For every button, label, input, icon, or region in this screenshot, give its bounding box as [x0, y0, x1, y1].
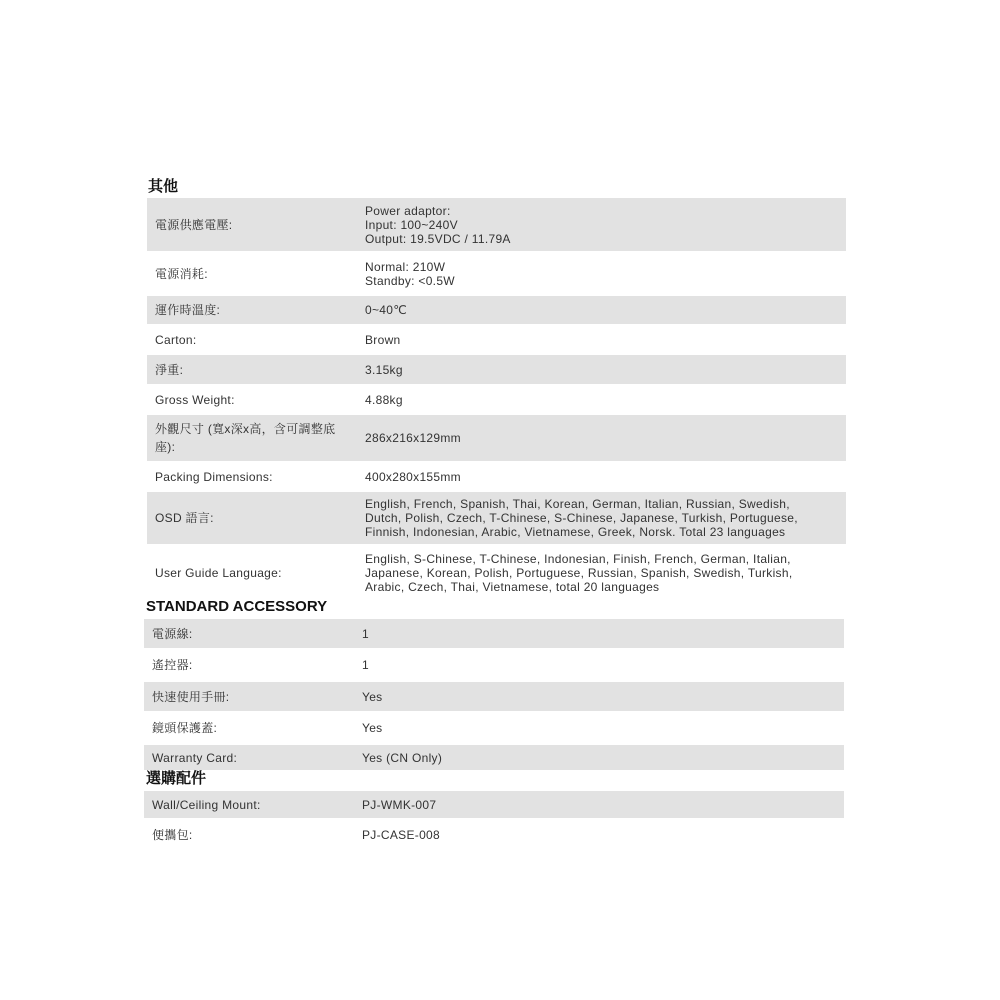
table-row: [147, 198, 846, 251]
table-row: [147, 296, 846, 324]
row-value: Brown: [365, 332, 401, 347]
row-label: 運作時溫度:: [147, 296, 359, 324]
section-title-standard-accessory: STANDARD ACCESSORY: [146, 598, 328, 615]
table-row: [144, 821, 844, 848]
row-label: 遙控器:: [152, 658, 193, 672]
row-label: 淨重:: [147, 355, 359, 384]
table-row: [147, 492, 846, 544]
row-label: Packing Dimensions:: [155, 469, 273, 484]
table-row: [144, 651, 844, 679]
value-line: Input: 100~240V: [365, 217, 458, 232]
row-value: PJ-WMK-007: [356, 791, 844, 818]
section-title-optional-accessory: 選購配件: [146, 769, 207, 787]
row-value: Yes (CN Only): [356, 745, 844, 770]
row-label: User Guide Language:: [155, 566, 282, 580]
row-label: 鏡頭保護蓋:: [152, 721, 218, 735]
row-label: 電源線:: [144, 619, 356, 648]
table-row: [144, 619, 844, 648]
value-line: Standby: <0.5W: [365, 273, 455, 288]
row-label: Wall/Ceiling Mount:: [144, 791, 356, 818]
row-value: [359, 254, 846, 293]
value-line: Power adaptor:: [365, 203, 451, 218]
table-row: [147, 254, 846, 293]
spec-table-other: [147, 195, 846, 602]
row-value: 1: [362, 658, 369, 672]
value-line: Output: 19.5VDC / 11.79A: [365, 231, 511, 246]
row-label: OSD 語言:: [147, 492, 359, 544]
row-label: 快速使用手冊:: [144, 682, 356, 711]
value-line: Dutch, Polish, Czech, T-Chinese, S-Chinese, Japanese, Turkish, Portuguese,: [365, 511, 798, 525]
row-value: [359, 198, 846, 251]
value-line: Japanese, Korean, Polish, Portuguese, Russian, Spanish, Swedish, Turkish,: [365, 566, 793, 580]
row-label: Carton:: [155, 332, 197, 347]
value-line: English, S-Chinese, T-Chinese, Indonesian, Finish, French, German, Italian,: [365, 552, 791, 566]
table-row: [144, 745, 844, 770]
table-row: [147, 387, 846, 412]
row-value: 1: [356, 619, 844, 648]
row-value: Yes: [362, 721, 383, 735]
table-row: [144, 714, 844, 742]
section-title-other: 其他: [148, 177, 179, 195]
row-value: Yes: [356, 682, 844, 711]
row-label: 電源消耗:: [155, 266, 208, 281]
row-value: [359, 492, 846, 544]
row-label: 便攜包:: [152, 827, 193, 842]
row-value: PJ-CASE-008: [362, 827, 440, 842]
table-row: [144, 791, 844, 818]
label-line: 座):: [155, 440, 176, 454]
row-value: 400x280x155mm: [365, 469, 461, 484]
row-label: Gross Weight:: [155, 392, 235, 407]
row-value: [359, 547, 846, 599]
table-row: [147, 415, 846, 461]
value-line: Arabic, Czech, Thai, Vietnamese, total 20 languages: [365, 580, 660, 594]
table-row: [147, 327, 846, 352]
table-row: [147, 464, 846, 489]
row-label: [147, 415, 359, 461]
table-row: [144, 682, 844, 711]
row-label: 電源供應電壓:: [147, 198, 359, 251]
row-value: 3.15kg: [359, 355, 846, 384]
value-line: Normal: 210W: [365, 259, 446, 274]
table-row: [147, 355, 846, 384]
row-value: 0~40℃: [359, 296, 846, 324]
spec-table-accessory: [144, 616, 844, 773]
table-row: [147, 547, 846, 599]
row-value: 286x216x129mm: [359, 415, 846, 461]
label-line: 外觀尺寸 (寬x深x高，含可調整底: [155, 422, 336, 436]
row-label: Warranty Card:: [144, 745, 356, 770]
spec-table-optional: [144, 788, 844, 851]
value-line: English, French, Spanish, Thai, Korean, German, Italian, Russian, Swedish,: [365, 497, 790, 511]
row-value: 4.88kg: [365, 392, 403, 407]
value-line: Finnish, Indonesian, Arabic, Vietnamese, Greek, Norsk. Total 23 languages: [365, 525, 786, 539]
